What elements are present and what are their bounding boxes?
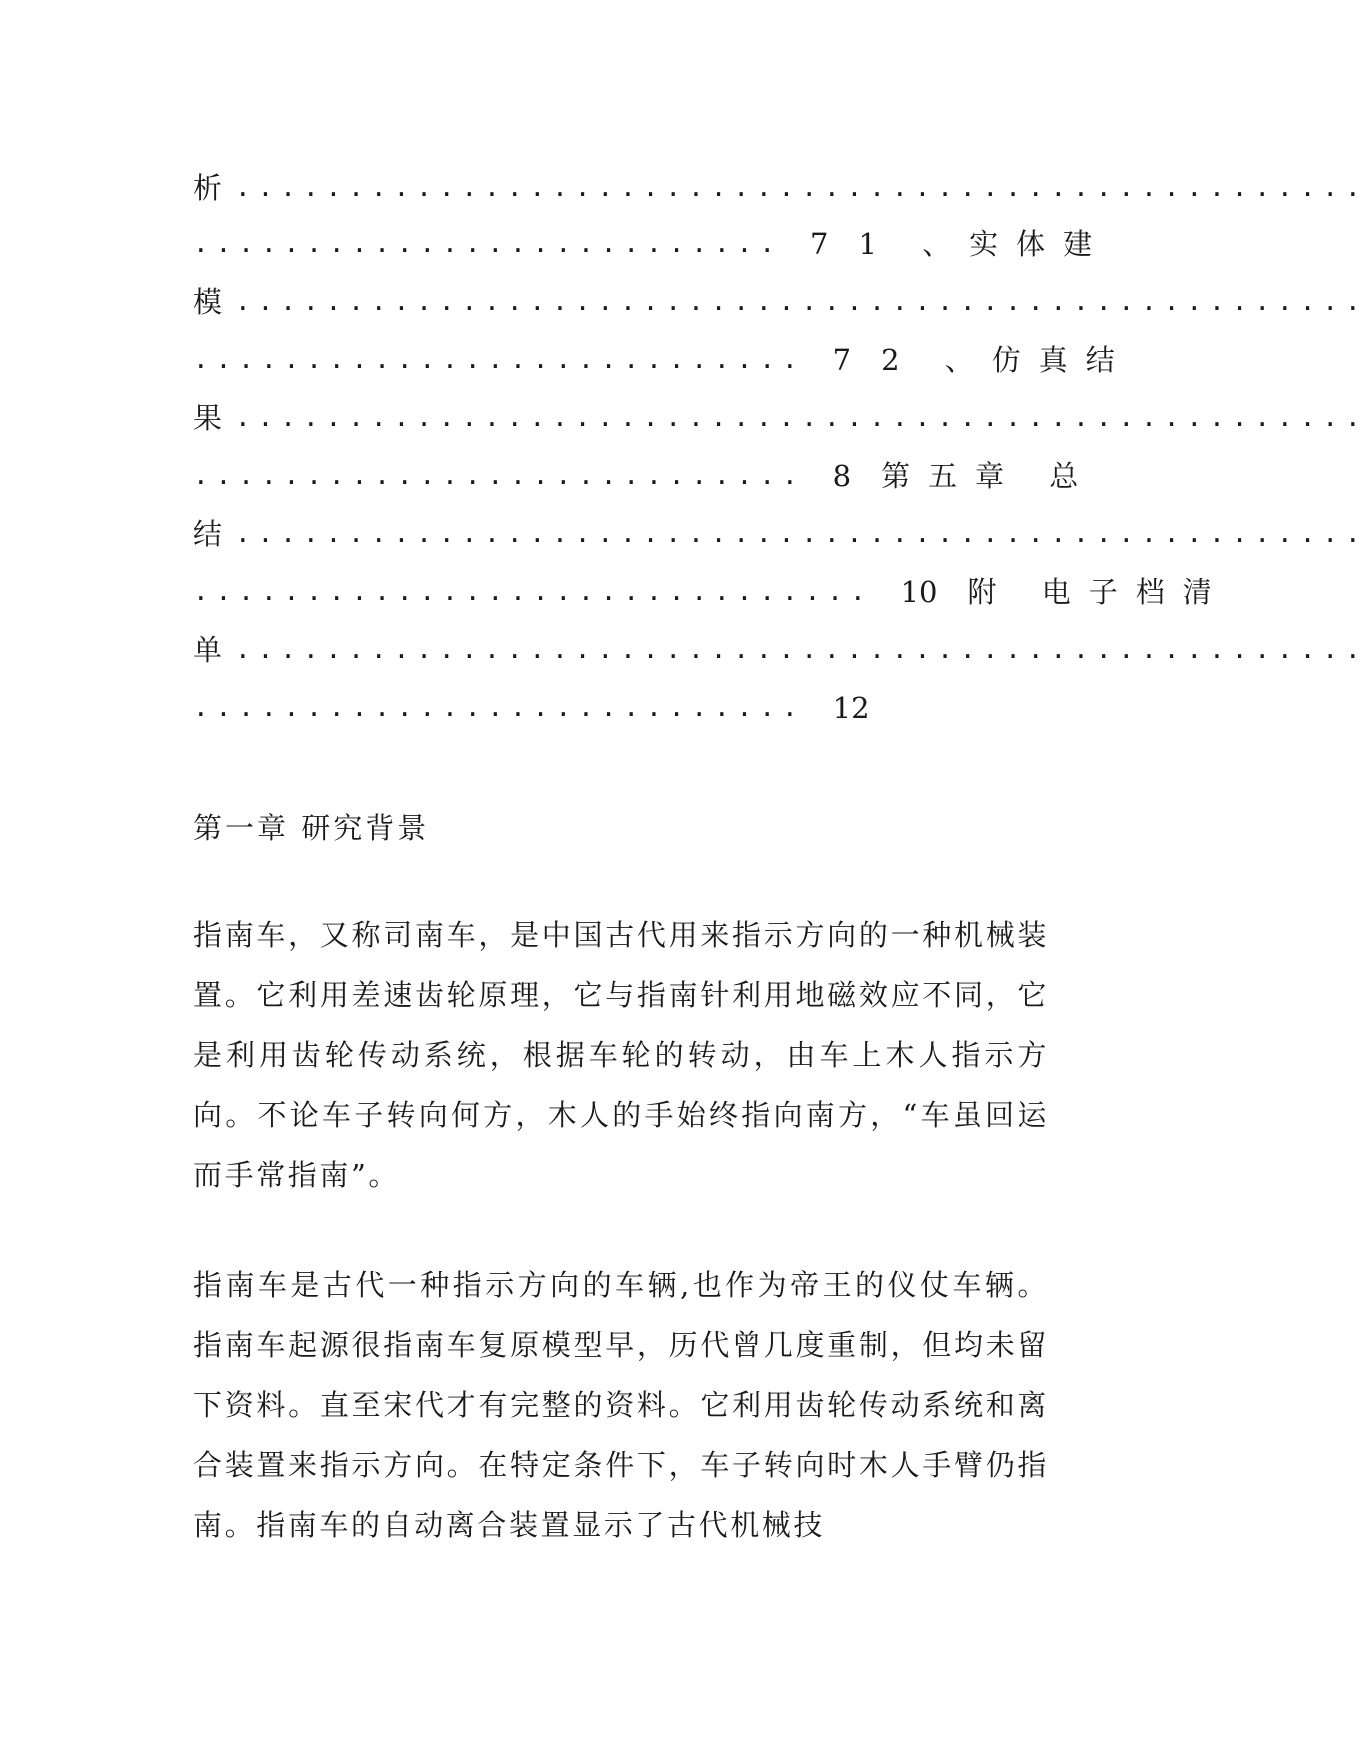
toc-next-entry-text: 附 电子档清 (967, 575, 1230, 609)
toc-dot-leader: .............................. (193, 577, 873, 607)
toc-entry-tail (193, 454, 1097, 498)
body-paragraph: 指南车，又称司南车，是中国古代用来指示方向的一种机械装置。它利用差速齿轮原理，它与指南针利用地磁效应不同，它是利用齿轮传动系统，根据车轮的转动，由车上木人指示方向。不论车子转向何方，木人的手始终指向南方，“车虽回运而手常指南”。 (193, 918, 1049, 1192)
toc-dot-leader: .......................... (193, 229, 782, 259)
toc-entry-head-char: 析 (193, 171, 223, 205)
toc-entry-head-char: 模 (193, 285, 223, 319)
toc-dot-leader: .................................................. (235, 403, 1368, 433)
toc-entry-head-char: 果 (193, 401, 223, 435)
toc-dot-leader: .................................................. (235, 519, 1368, 549)
toc-page-number: 7 (832, 343, 852, 377)
toc-entry-tail (193, 686, 1061, 730)
toc-entry-head-char: 单 (193, 633, 223, 667)
toc-entry-head (193, 396, 1368, 440)
toc-entry-head (193, 166, 1368, 210)
toc-page-number: 10 (900, 575, 938, 609)
toc-dot-leader: .................................................. (235, 287, 1368, 317)
toc-next-entry-text: 1 、实体建 (858, 227, 1111, 261)
toc-dot-leader: ........................... (193, 345, 805, 375)
body-paragraph: 指南车是古代一种指示方向的车辆,也作为帝王的仪仗车辆。指南车起源很指南车复原模型早，历代曾几度重制，但均未留下资料。直至宋代才有完整的资料。它利用齿轮传动系统和离合装置来指示方向。在特定条件下，车子转向时木人手臂仍指南。指南车的自动离合装置显示了古代机械技 (193, 1268, 1049, 1542)
toc-dot-leader: .................................................. (235, 173, 1368, 203)
toc-entry-tail (193, 570, 1230, 614)
toc-page-number: 12 (832, 691, 870, 725)
toc-page-number: 7 (810, 227, 829, 261)
toc-page-number: 8 (832, 459, 852, 493)
toc-entry-tail (193, 222, 1111, 266)
toc-next-entry-text: 第五章 总 (881, 459, 1097, 493)
toc-next-entry-text: 2 、仿真结 (881, 343, 1133, 377)
toc-entry-head (193, 628, 1368, 672)
toc-entry-head (193, 512, 1368, 556)
toc-entry-head-char: 结 (193, 517, 223, 551)
toc-dot-leader: ........................... (193, 461, 805, 491)
toc-dot-leader: ........................... (193, 693, 805, 723)
toc-dot-leader: .................................................. (235, 635, 1368, 665)
toc-entry-head (193, 280, 1368, 324)
section-title: 第一章 研究背景 (193, 811, 430, 845)
toc-entry-tail (193, 338, 1133, 382)
